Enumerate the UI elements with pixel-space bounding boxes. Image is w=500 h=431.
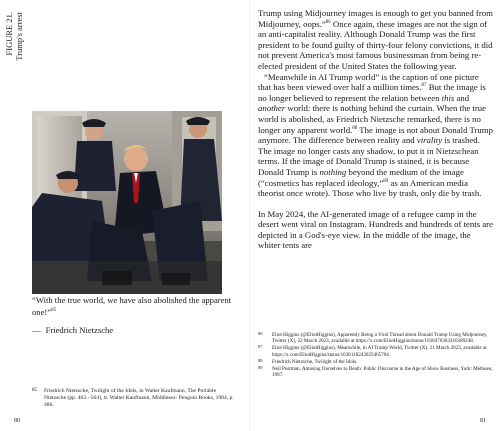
- photo-illustration: [32, 111, 222, 294]
- attribution-dash: —: [32, 325, 41, 335]
- right-page: [250, 0, 500, 431]
- trump-arrest-image: [32, 111, 222, 294]
- footnote-text: Friedrich Nietzsche, Twilight of the Idols, in Walter Kaufmann, The Portable Nietzsche (pp. 463 - 564), tr. Walter Kaufmann, Middlesex: Penguin Books, 1984, p. 486.: [44, 388, 234, 408]
- footnote-text: Eliot Higgins (@EliotHiggins), Apparently Being a Viral Thread about Donald Trump Using Midjourney, Twitter (X), 22 March 2023, available at https://x.com/EliotHiggins/status/1638470303310389248.: [272, 332, 488, 345]
- footnote-text: Friedrich Nietzsche, Twilight of the Idols.: [272, 358, 358, 365]
- paragraph-3: In May 2024, the AI-generated image of a refugee camp in the desert went viral on Instagram. Hundreds and hundreds of tents are depicted in a God's-eye view. In the middle of the image, the whiter tents are: [258, 208, 493, 251]
- page-number-left: 80: [14, 418, 20, 424]
- footnote-number: 86: [258, 331, 263, 336]
- quote-footnote-ref: 85: [51, 307, 57, 313]
- footnote-number: 88: [258, 357, 263, 363]
- footnotes: [258, 332, 494, 379]
- footnote-85: [32, 388, 237, 409]
- footnote-text: Neil Postman, Amusing Ourselves to Death: Public Discourse in the Age of Show Business, York: Methuen, 1987.: [272, 365, 493, 379]
- attribution-author: Friedrich Nietzsche: [45, 325, 114, 335]
- footnote-86: [258, 332, 494, 345]
- figure-caption: Trump's arrest: [14, 12, 24, 61]
- footnote-88: [258, 359, 494, 365]
- footnote-ref-88: 88: [352, 125, 358, 131]
- footnote-87: [258, 345, 494, 358]
- footnote-text: Eliot Higgins (@EliotHiggins), Meanwhile, in AI Trump World, Twitter (X), 21 March 2023, available at https://x.com/EliotHiggins/status/1638118243025405704.: [272, 345, 487, 358]
- page-number-right: 81: [480, 418, 486, 424]
- footnote-ref-87: 87: [421, 83, 427, 89]
- figure-label: [4, 12, 28, 82]
- body-text: [258, 8, 494, 251]
- footnote-89: [258, 366, 494, 379]
- paragraph-1: Trump using Midjourney images is enough to get you banned from Midjourney, oops.”$^{86}$ Once again, these images are not the sign of an anti-capitalist reality. Although Donald Trump was the first president to be found guilty of thirty-four felony convictions, it did not prevent America's most famous businessman from being re-elected president of the United States the following year.: [258, 8, 493, 71]
- quote-text: “With the true world, we have also abolished the apparent one!”: [32, 295, 232, 317]
- footnote-ref-89: 89: [383, 178, 389, 184]
- epigraph-quote: [32, 295, 232, 317]
- figure-number: FIGURE 21.: [4, 12, 14, 56]
- footnote-number: 85: [32, 388, 37, 393]
- footnote-number: 89: [258, 364, 263, 370]
- epigraph-attribution: [32, 325, 232, 335]
- footnote-ref-86: 86: [325, 19, 331, 25]
- paragraph-2: “Meanwhile in AI Trump world” is the caption of one picture that has been viewed over half a million times.$^{87}$ But the image is no longer believed to represent the relation between this and another world: there is nothing behind the curtain. When the true world is abolished, as Friedrich Nietzsche remarked, there is no longer any apparent world.$^{88}$ The image is not about Donald Trump anymore. The difference between reality and virality is trashed. The image no longer casts any shadow, to put it in Nietzschean terms. If the image of Donald Trump is stained, it is because Donald Trump is nothing beyond the medium of the image (“cosmetics has replaced ideology,”$^{89}$ as an American media theorist once wrote). Those who live by trash, only die by trash.: [258, 71, 493, 199]
- footnote-number: 87: [258, 344, 263, 350]
